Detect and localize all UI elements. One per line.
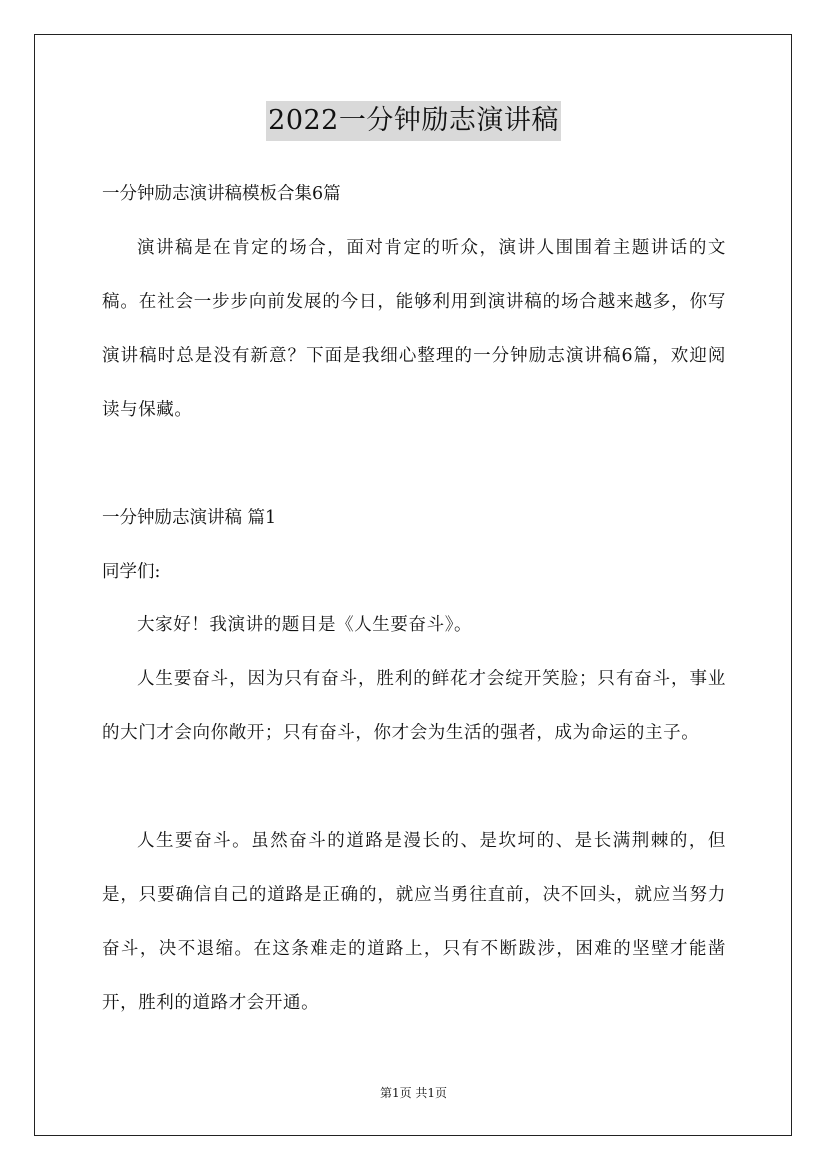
document-title: 2022一分钟励志演讲稿	[266, 101, 561, 141]
page-footer: 第1页 共1页	[379, 1086, 448, 1100]
title-container	[0, 101, 827, 141]
speech-paragraph: 大家好！我演讲的题目是《人生要奋斗》。	[137, 615, 473, 635]
intro-paragraph: 演讲稿是在肯定的场合，面对肯定的听众，演讲人围围着主题讲话的文稿。在社会一步步向前发展的今日，能够利用到演讲稿的场合越来越多，你写演讲稿时总是没有新意？下面是我细心整理的一分钟励志演讲稿6篇，欢迎阅读与保藏。	[102, 238, 726, 420]
speech-paragraph: 人生要奋斗，因为只有奋斗，胜利的鲜花才会绽开笑脸；只有奋斗，事业的大门才会向你敞开；只有奋斗，你才会为生活的强者，成为命运的主子。	[102, 669, 726, 743]
speech-paragraph: 人生要奋斗。虽然奋斗的道路是漫长的、是坎坷的、是长满荆棘的，但是，只要确信自己的道路是正确的，就应当勇往直前，决不回头，就应当努力奋斗，决不退缩。在这条难走的道路上，只有不断跋涉，困难的坚壁才能凿开，胜利的道路才会开通。	[102, 831, 726, 1013]
greeting-line: 同学们:	[102, 562, 161, 582]
document-subtitle: 一分钟励志演讲稿模板合集6篇	[102, 184, 341, 204]
section-heading: 一分钟励志演讲稿 篇1	[102, 508, 277, 528]
